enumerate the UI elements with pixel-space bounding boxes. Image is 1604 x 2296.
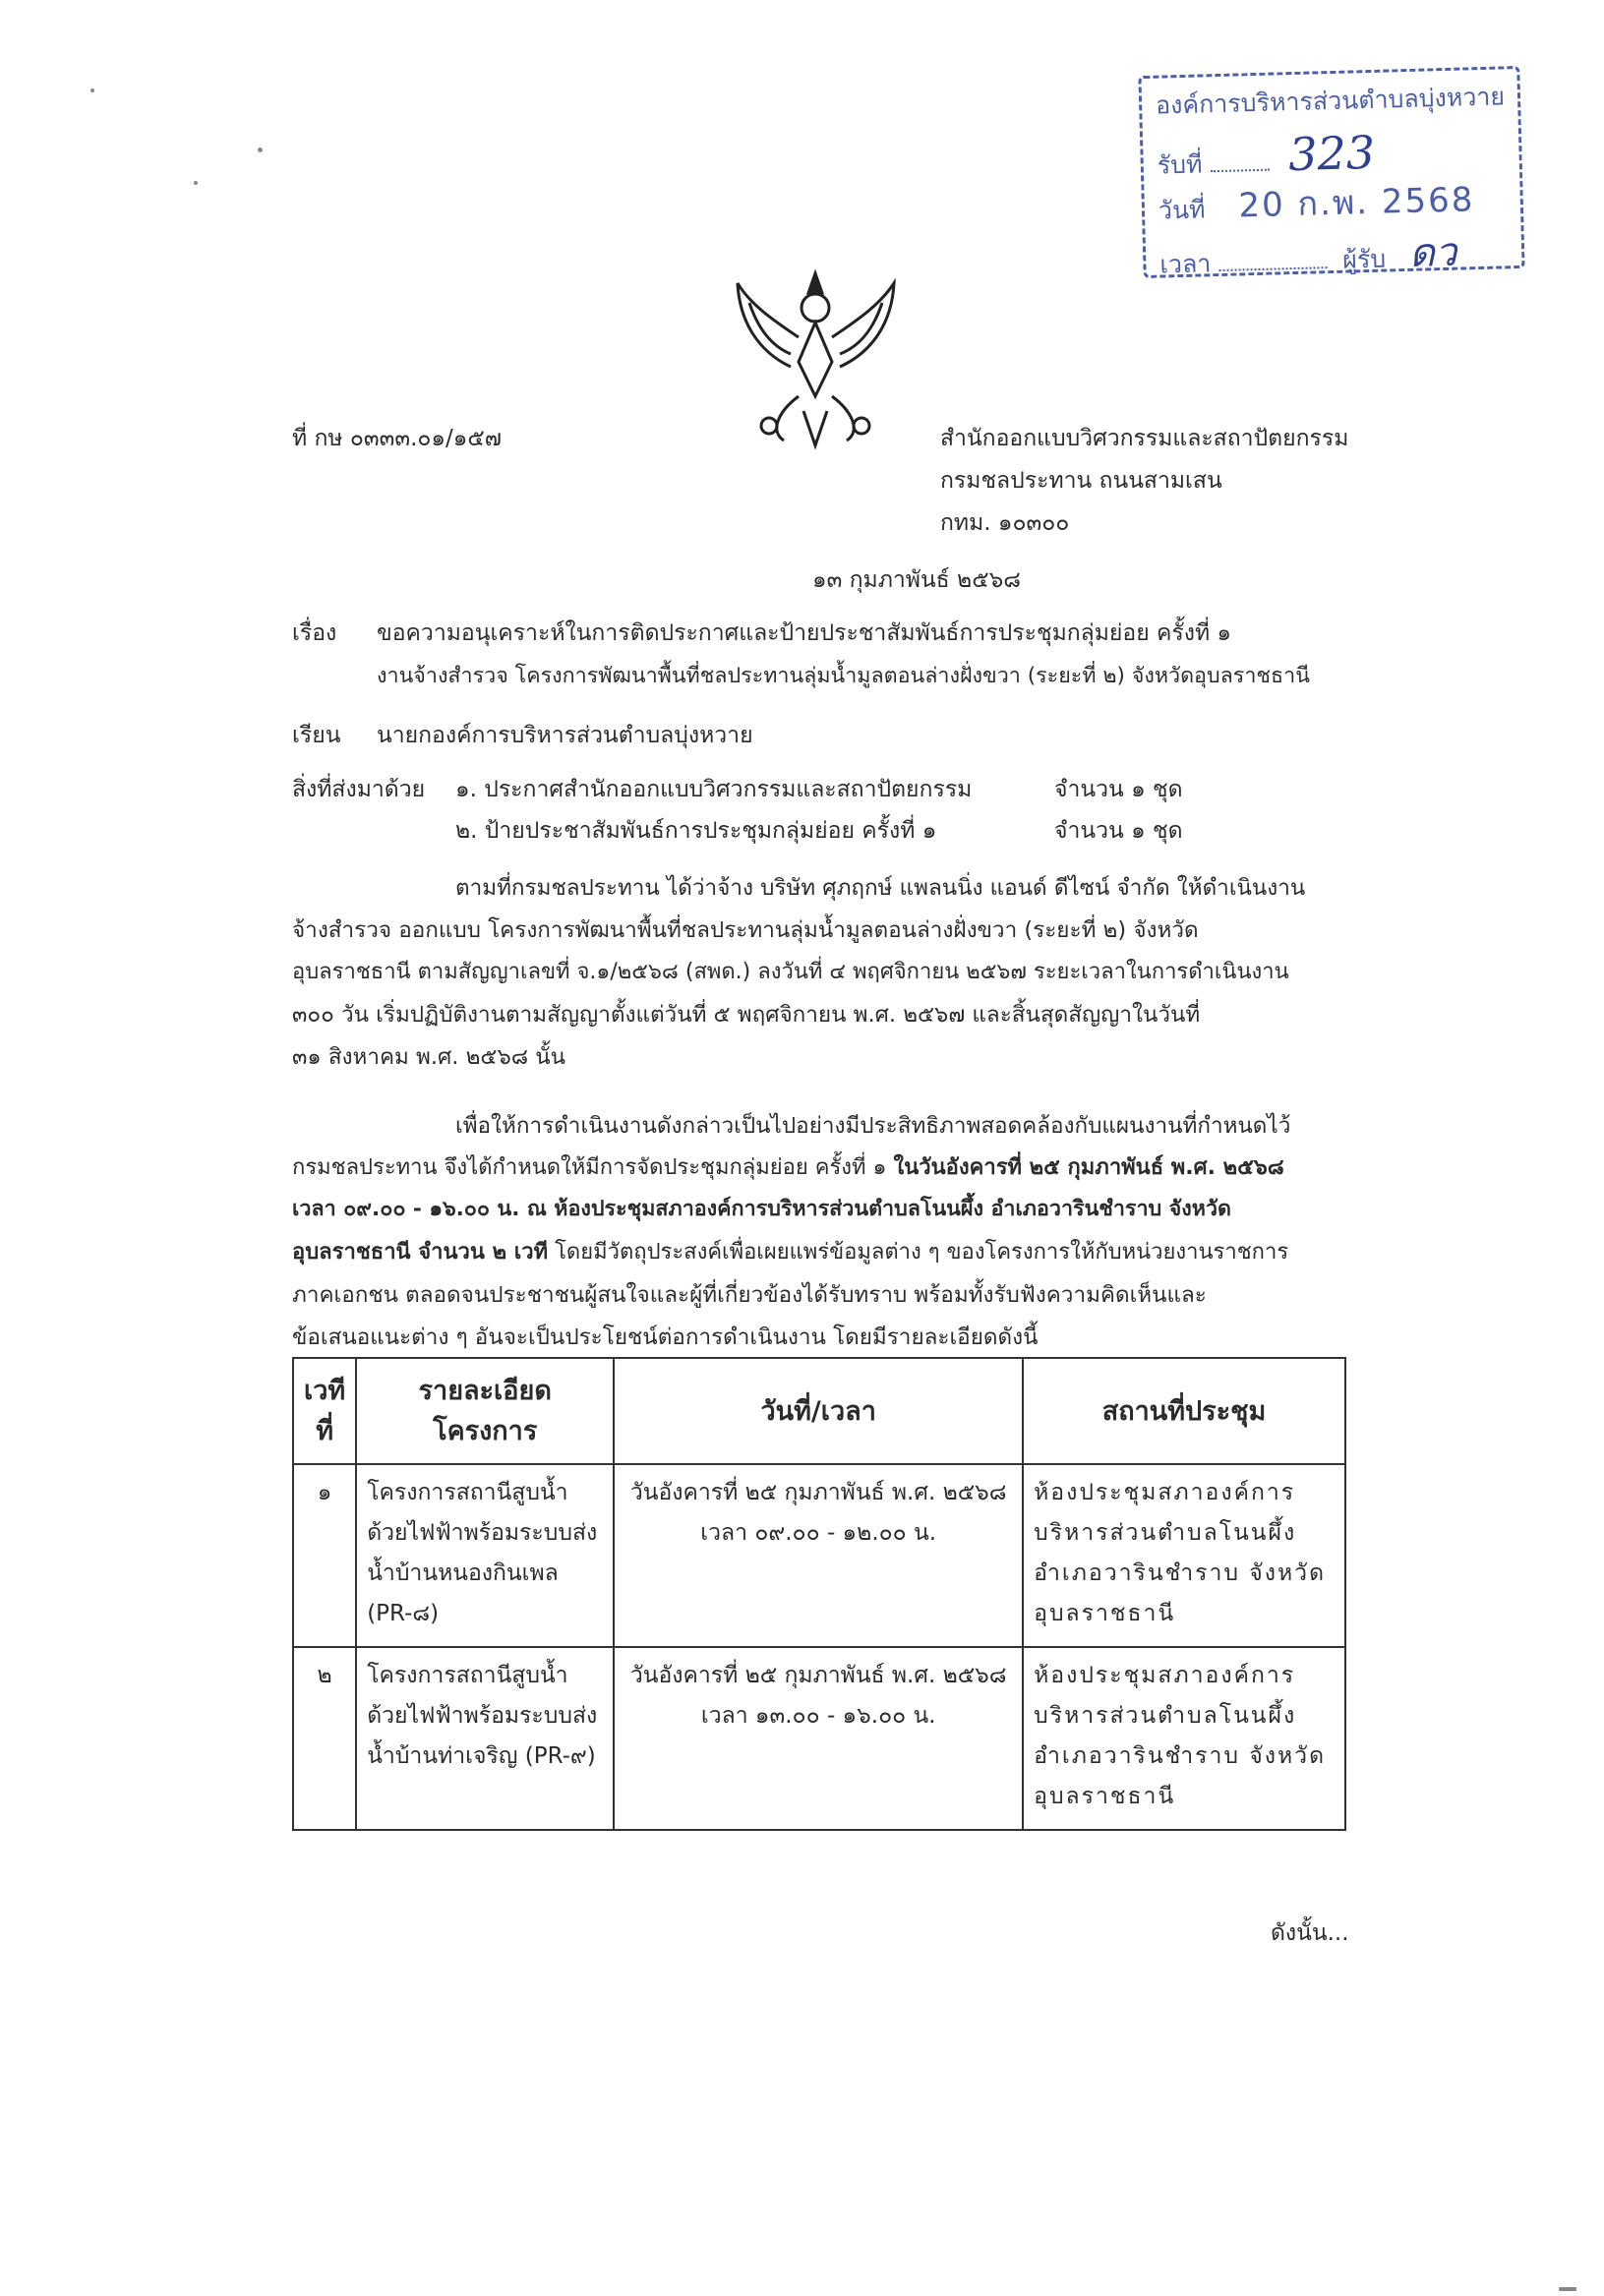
- para2-line: [292, 1234, 1288, 1268]
- stamp-receiver-signature: ดว: [1408, 229, 1457, 276]
- cell-venue: ห้องประชุมสภาองค์การบริหารส่วนตำบลโนนผึ้ง อำเภอวารินชำราบ จังหวัดอุบลราชธานี: [1023, 1647, 1345, 1830]
- para2-line: ข้อเสนอแนะต่าง ๆ อันจะเป็นประโยชน์ต่อการดำเนินงาน โดยมีรายละเอียดดังนี้: [292, 1325, 1039, 1350]
- cell-time: เวลา ๐๙.๐๐ - ๑๒.๐๐ น.: [700, 1520, 937, 1546]
- reference-number: ที่ กษ ๐๓๓๓.๐๑/๑๕๗: [292, 426, 503, 451]
- header-venue: สถานที่ประชุม: [1023, 1358, 1345, 1464]
- subject-line-2: งานจ้างสำรวจ โครงการพัฒนาพื้นที่ชลประทานลุ่มน้ำมูลตอนล่างฝั่งขวา (ระยะที่ ๒) จังหวัดอุบลราชธานี: [377, 664, 1310, 688]
- receipt-stamp: [1138, 66, 1524, 278]
- stamp-date-value: 20 ก.พ. 2568: [1237, 180, 1475, 226]
- table-row: [293, 1464, 1345, 1647]
- cell-date: วันอังคารที่ ๒๕ กุมภาพันธ์ พ.ศ. ๒๕๖๘: [629, 1663, 1007, 1688]
- header-project: รายละเอียดโครงการ: [356, 1358, 614, 1464]
- para2-line: เพื่อให้การดำเนินงานดังกล่าวเป็นไปอย่างมีประสิทธิภาพสอดคล้องกับแผนงานที่กำหนดไว้: [455, 1113, 1291, 1139]
- para1-line: อุบลราชธานี ตามสัญญาเลขที่ จ.๑/๒๕๖๘ (สพด.) ลงวันที่ ๔ พฤศจิกายน ๒๕๖๗ ระยะเวลาในการดำเนินงาน: [292, 960, 1289, 984]
- stamp-receiver-label: ผู้รับ: [1341, 244, 1387, 274]
- table-header-row: [293, 1358, 1345, 1464]
- cell-time: เวลา ๑๓.๐๐ - ๑๖.๐๐ น.: [700, 1703, 936, 1729]
- attachment-item: ๑. ประกาศสำนักออกแบบวิศวกรรมและสถาปัตยกรรม: [455, 777, 973, 802]
- attachment-qty: จำนวน ๑ ชุด: [1054, 777, 1183, 802]
- office-name: สำนักออกแบบวิศวกรรมและสถาปัตยกรรม: [940, 426, 1349, 451]
- subject-label: เรื่อง: [292, 620, 337, 646]
- para1-line: ตามที่กรมชลประทาน ได้ว่าจ้าง บริษัท ศุภฤกษ์ แพลนนิ่ง แอนด์ ดีไซน์ จำกัด ให้ดำเนินงาน: [455, 875, 1306, 901]
- para1-line: จ้างสำรวจ ออกแบบ โครงการพัฒนาพื้นที่ชลประทานลุ่มน้ำมูลตอนล่างฝั่งขวา (ระยะที่ ๒) จังหวัด: [292, 917, 1199, 943]
- attachment-qty: จำนวน ๑ ชุด: [1054, 818, 1183, 844]
- stamp-time-label: เวลา: [1159, 249, 1212, 279]
- cell-stage-no: ๑: [293, 1464, 356, 1647]
- stamp-org: องค์การบริหารส่วนตำบลบุ่งหวาย: [1155, 82, 1506, 120]
- cell-project: โครงการสถานีสูบน้ำด้วยไฟฟ้าพร้อมระบบส่งน้ำบ้านหนองกินเพล (PR-๘): [356, 1464, 614, 1647]
- attachments-label: สิ่งที่ส่งมาด้วย: [292, 777, 426, 802]
- letter-date: ๑๓ กุมภาพันธ์ ๒๕๖๘: [812, 567, 1021, 593]
- cell-project: โครงการสถานีสูบน้ำด้วยไฟฟ้าพร้อมระบบส่งน้ำบ้านท่าเจริญ (PR-๙): [356, 1647, 614, 1830]
- scan-speck: [90, 88, 94, 92]
- table-row: [293, 1647, 1345, 1830]
- header-stage: เวที ที่: [293, 1358, 356, 1464]
- para2-line: ภาคเอกชน ตลอดจนประชาชนผู้สนใจและผู้ที่เกี่ยวข้องได้รับทราบ พร้อมทั้งรับฟังความคิดเห็นและ: [292, 1282, 1207, 1308]
- subject-line-1: ขอความอนุเคราะห์ในการติดประกาศและป้ายประชาสัมพันธ์การประชุมกลุ่มย่อย ครั้งที่ ๑: [377, 620, 1232, 646]
- cell-datetime: [614, 1464, 1023, 1647]
- cell-venue: ห้องประชุมสภาองค์การบริหารส่วนตำบลโนนผึ้ง อำเภอวารินชำราบ จังหวัดอุบลราชธานี: [1023, 1464, 1345, 1647]
- para2-line-bold: เวลา ๐๙.๐๐ - ๑๖.๐๐ น. ณ ห้องประชุมสภาองค์การบริหารส่วนตำบลโนนผึ้ง อำเภอวารินชำราบ จังหวัด: [292, 1197, 1231, 1221]
- office-address: กรมชลประทาน ถนนสามเสน: [940, 468, 1222, 494]
- cell-datetime: [614, 1647, 1023, 1830]
- garuda-emblem-icon: [730, 264, 902, 450]
- meeting-schedule-table: [292, 1357, 1346, 1831]
- stamp-received-label: รับที่: [1157, 149, 1203, 180]
- scan-speck: [1559, 2287, 1576, 2291]
- stamp-received-no: 323: [1287, 125, 1376, 182]
- attachment-item: ๒. ป้ายประชาสัมพันธ์การประชุมกลุ่มย่อย ครั้งที่ ๑: [455, 818, 937, 844]
- para2-text: โดยมีวัตถุประสงค์เพื่อเผยแพร่ข้อมูลต่าง ๆ ของโครงการให้กับหน่วยงานราชการ: [548, 1240, 1289, 1265]
- stamp-time-row: [1158, 220, 1457, 291]
- para2-text: กรมชลประทาน จึงได้กำหนดให้มีการจัดประชุมกลุ่มย่อย ครั้งที่ ๑: [292, 1155, 894, 1180]
- salutation-value: นายกองค์การบริหารส่วนตำบลบุ่งหวาย: [377, 723, 753, 748]
- para2-line: [292, 1149, 1284, 1184]
- para1-line: ๓๑ สิงหาคม พ.ศ. ๒๕๖๘ นั้น: [292, 1044, 566, 1070]
- para1-line: ๓๐๐ วัน เริ่มปฏิบัติงานตามสัญญาตั้งแต่วันที่ ๕ พฤศจิกายน พ.ศ. ๒๕๖๗ และสิ้นสุดสัญญาในวันที่: [292, 1002, 1201, 1028]
- cell-stage-no: ๒: [293, 1647, 356, 1830]
- scan-speck: [258, 147, 263, 152]
- office-postcode: กทม. ๑๐๓๐๐: [940, 510, 1070, 536]
- header-datetime: วันที่/เวลา: [614, 1358, 1023, 1464]
- stamp-date-label: วันที่: [1158, 195, 1206, 225]
- continuation-text: ดังนั้น...: [1271, 1920, 1349, 1946]
- meeting-date-bold: ในวันอังคารที่ ๒๕ กุมภาพันธ์ พ.ศ. ๒๕๖๘: [893, 1155, 1284, 1180]
- scan-speck: [194, 181, 198, 185]
- meeting-count-bold: อุบลราชธานี จำนวน ๒ เวที: [292, 1240, 549, 1265]
- salutation-label: เรียน: [292, 723, 341, 748]
- cell-date: วันอังคารที่ ๒๕ กุมภาพันธ์ พ.ศ. ๒๕๖๘: [629, 1480, 1007, 1505]
